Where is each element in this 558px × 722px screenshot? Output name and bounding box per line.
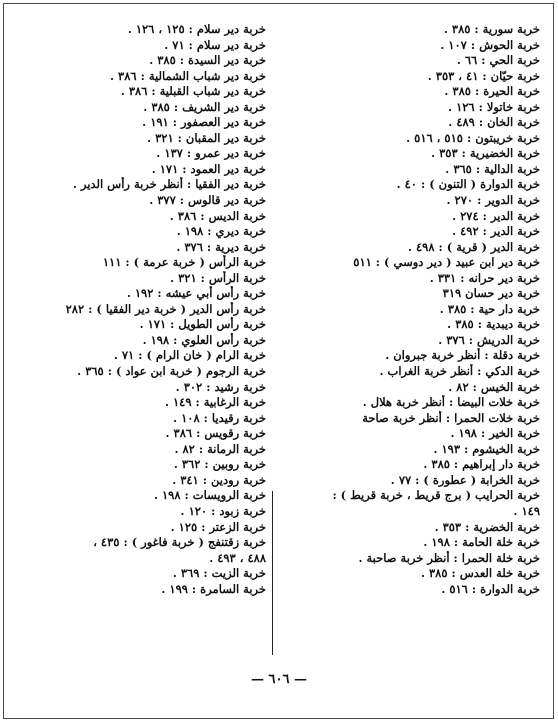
index-entry: خربة دير سلام : ١٢٥ ، ١٢٦ . — [127, 22, 266, 36]
index-entry: ١٤٩ . — [513, 503, 540, 518]
index-entry: خربة الدكي : أنظر خربة الغراب . — [379, 364, 540, 379]
index-entry: خربة السامرة : ١٩٩ . — [161, 581, 266, 596]
index-entry: خربة دير شباب القبلية : ٣٨٦ . — [120, 84, 266, 99]
index-entry: خربة الحيرة : ٣٨٥ . — [444, 84, 540, 99]
index-entry: خربة دير حسان ٣١٩ — [442, 286, 540, 301]
index-entry: خربة خلات الحمرا : أنظر خربة صاحة — [362, 410, 540, 425]
index-entry: خربة دير قالوس : ٣٧٧ . — [149, 193, 266, 208]
index-entry: خربة سورية : ٣٨٥ . — [443, 22, 540, 36]
index-entry: خربة الدالية : ٣٦٥ . — [445, 161, 540, 176]
index-entry: خربة دير المقبان : ٣٢١ . — [147, 130, 266, 145]
index-entry: خربة الدوارة ( التنون ) : ٤٠ . — [396, 177, 540, 192]
index-entry: خربة الزيت : ٣٦٩ . — [172, 566, 266, 581]
index-entry: خربة دير عمرو : ١٣٧ . — [156, 146, 266, 161]
index-entry: خربة دير الفقيا : أنظر خربة رأس الدير . — [72, 177, 266, 192]
index-entry: خربة الخيشوم : ١٩٣ . — [433, 441, 540, 456]
index-entry: خربة الرام ( خان الرام ) : ٧١ . — [113, 348, 266, 363]
index-entry: خربة الزعتر : ١٢٥ . — [170, 519, 266, 534]
index-entry: خربة زقتنفج ( خربة فاغور ) : ٤٣٥ ، — [93, 535, 266, 550]
index-entry: خربة دير العصفور : ١٩١ . — [142, 115, 266, 130]
index-entry: خربة دار حية : ٣٨٥ . — [439, 301, 540, 316]
index-column-left — [16, 22, 266, 597]
index-entry: خربة خلات البيضا : أنظر خربة هلال . — [362, 395, 540, 410]
index-entry: خربة الرأس : ٣٢١ . — [170, 270, 266, 285]
index-entry: خربة دير السيدة : ٣٨٥ . — [149, 53, 266, 68]
index-entry: خربة الحرايب ( برج قريط ، خربة قريط ) : — [332, 488, 540, 503]
index-entry: خربة الرويسات : ١٩٨ . — [153, 488, 266, 503]
index-entry: خربة دير العمود : ١٧١ . — [151, 161, 266, 176]
index-entry: خربة الدير : ٤٩٢ . — [452, 224, 540, 239]
index-entry: خربة الخضيرية : ٣٥٣ . — [431, 146, 540, 161]
index-entry: خربة الرمانة : ٨٢ . — [174, 441, 266, 456]
index-entry: خربة رأس أبي عيشه : ١٩٢ . — [126, 286, 266, 301]
index-entry: خربة رأس الطويل : ١٧١ . — [139, 317, 266, 332]
index-entry: خربة ديرية : ٣٧٦ . — [176, 239, 266, 254]
index-entry: خربة رشيد : ٣٠٢ . — [175, 379, 266, 394]
index-entry: خربة الدير ( قرية ) : ٤٩٨ . — [407, 239, 540, 254]
index-entry: خربة رأس العلوي : ١٩٨ . — [142, 332, 266, 347]
index-entry: خربة الدوارة : ٥١٦ . — [441, 581, 540, 596]
index-column-right — [278, 22, 540, 597]
index-entry: خربة دار إبراهيم : ٣٨٥ . — [423, 457, 540, 472]
index-entry: خربة الحوش : ١٠٧ . — [440, 37, 540, 52]
index-entry: خربة روبين : ٣٦٢ . — [173, 457, 266, 472]
index-entry: خربة خاتولا : ١٢٦ . — [448, 99, 540, 114]
page-number: — ٦٠٦ — — [250, 672, 307, 687]
index-entry: ٤٨٨ ، ٤٩٣ . — [209, 550, 266, 565]
index-entry: خربة الخضرية : ٣٥٣ . — [434, 519, 540, 534]
index-entry: خربة خلة الحمرا : أنظر خربة صاحبة . — [358, 550, 540, 565]
index-entry: خربة الحي : ٦٦ . — [456, 53, 540, 68]
index-entry: خربة رودين : ٣٤١ . — [172, 472, 266, 487]
index-entry: خربة دير الشريف : ٣٨٥ . — [143, 99, 266, 114]
index-entry: خربة حيّان : ٤١ ، ٣٥٣ . — [427, 68, 540, 83]
index-entry: خربة رقويس : ٣٨٦ . — [165, 426, 266, 441]
index-entry: خربة ديبدية : ٣٨٥ . — [447, 317, 540, 332]
index-entry: خربة ديري : ١٩٨ . — [176, 224, 266, 239]
index-entry: خربة خريبتون : ٥١٥ ، ٥١٦ . — [406, 130, 540, 145]
index-entry: خربة الرأس ( خربة عرمة ) : ١١١ — [102, 255, 266, 270]
index-entry: خربة رقيديا : ١٠٨ . — [173, 410, 266, 425]
index-entry: خربة خلة العدس : ٣٨٥ . — [420, 566, 540, 581]
index-entry: خربة الخان : ٤٨٩ . — [448, 115, 540, 130]
index-entry: خربة الرجوم ( خربة ابن عواد ) : ٣٦٥ . — [77, 364, 266, 379]
index-entry: خربة زبود : ١٢٠ . — [180, 503, 266, 518]
index-entry: خربة دير سلام : ٧١ . — [164, 37, 266, 52]
index-entry: خربة دير حرانه : ٣٣١ . — [429, 270, 540, 285]
index-entry: خربة الخرابة ( عطورة ) : ٧٧ . — [390, 472, 540, 487]
index-entry: خربة الرغابية : ١٤٩ . — [164, 395, 266, 410]
index-entry: خربة الدوير : ٢٧٠ . — [446, 193, 540, 208]
index-entry: خربة الدريش : ٣٧٦ . — [438, 332, 540, 347]
index-entry: خربة الديس : ٣٨٦ . — [169, 208, 266, 223]
index-entry: خربة دير ابن عبيد ( دير دوسي ) : ٥١١ — [353, 255, 540, 270]
index-entry: خربة دقلة : أنظر خربة جبروان . — [385, 348, 540, 363]
index-entry: خربة خلة الحامة : ١٩٨ . — [423, 535, 540, 550]
index-entry: خربة رأس الدير ( خربة دير الفقيا ) : ٢٨٢ — [65, 301, 266, 316]
index-entry: خربة الخيس : ٨٢ . — [448, 379, 540, 394]
index-entry: خربة الخير : ١٩٨ . — [450, 426, 540, 441]
column-divider — [272, 491, 273, 655]
index-entry: خربة الدير : ٢٧٤ . — [452, 208, 540, 223]
index-entry: خربة دير شباب الشمالية : ٣٨٦ . — [110, 68, 266, 83]
